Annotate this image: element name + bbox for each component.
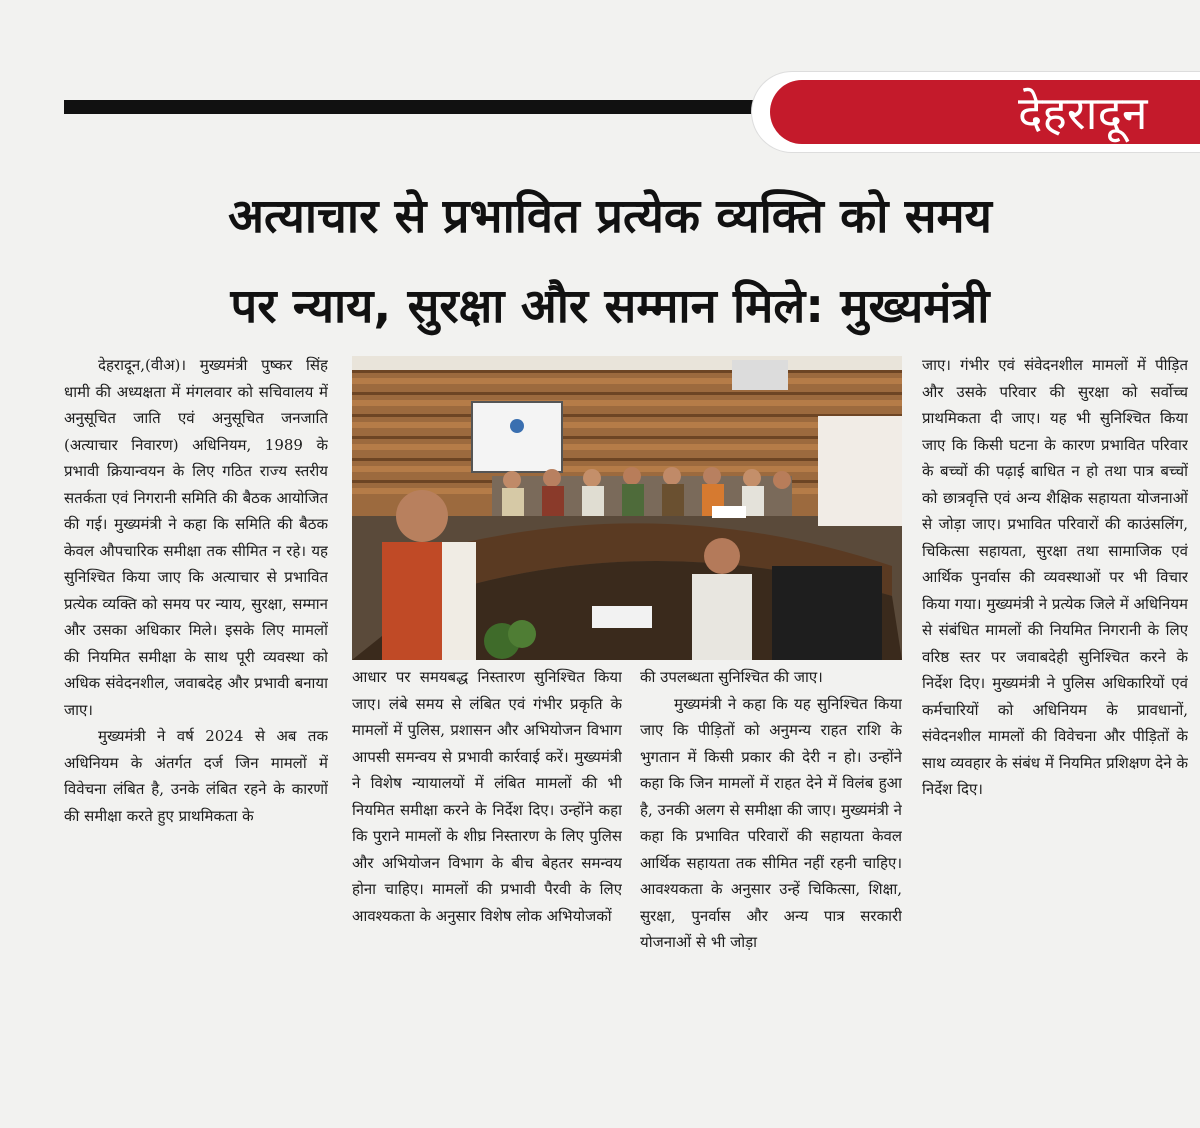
article-paragraph: देहरादून,(वीअ)। मुख्यमंत्री पुष्कर सिंह धामी की अध्यक्षता में मंगलवार को सचिवालय में अनुसूचित जाति एवं अनुसूचित जनजाति (अत्याचार निवारण) अधिनियम, 1989 के प्रभावी क्रियान्वयन के लिए गठित राज्य स्तरीय सतर्कता एवं निगरानी समिति की बैठक आयोजित की गई। मुख्यमंत्री ने कहा कि समिति की बैठक केवल औपचारिक समीक्षा तक सीमित न रहे। यह सुनिश्चित किया जाए कि अत्याचार से प्रभावित प्रत्येक व्यक्ति को समय पर न्याय, सुरक्षा, सम्मान और उसका अधिकार मिले। इसके लिए मामलों की नियमित समीक्षा के साथ पूरी व्यवस्था को अधिक संवेदनशील, जवाबदेह और प्रभावी बनाया जाए। (64, 356, 328, 719)
article-column-4 (922, 352, 1188, 1122)
article-paragraph: मुख्यमंत्री ने कहा कि यह सुनिश्चित किया जाए कि पीड़ितों को अनुमन्य राहत राशि के भुगतान में किसी प्रकार की देरी न हो। उन्होंने कहा कि जिन मामलों में राहत देने में विलंब हुआ है, उनकी अलग से समीक्षा की जाए। मुख्यमंत्री ने कहा कि प्रभावित परिवारों की सहायता केवल आर्थिक सहायता तक सीमित नहीं रहनी चाहिए। आवश्यकता के अनुसार उन्हें चिकित्सा, शिक्षा, सुरक्षा, पुनर्वास और अन्य पात्र सरकारी योजनाओं से भी जोड़ा (640, 694, 902, 951)
meeting-room-image (352, 356, 902, 660)
article-paragraph: मुख्यमंत्री ने वर्ष 2024 से अब तक अधिनियम के अंतर्गत दर्ज जिन मामलों में विवेचना लंबित है, उनके लंबित रहने के कारणों की समीक्षा करते हुए प्राथमिकता के (64, 727, 328, 825)
article-paragraph: आधार पर समयबद्ध निस्तारण सुनिश्चित किया जाए। लंबे समय से लंबित एवं गंभीर प्रकृति के मामलों में पुलिस, प्रशासन और अभियोजन विभाग आपसी समन्वय से प्रभावी कार्रवाई करें। मुख्यमंत्री ने विशेष न्यायालयों में लंबित मामलों की भी नियमित समीक्षा करने के निर्देश दिए। उन्होंने कहा कि पुराने मामलों के शीघ्र निस्तारण के लिए पुलिस और अभियोजन विभाग के बीच बेहतर समन्वय होना चाहिए। मामलों की प्रभावी पैरवी के लिए आवश्यकता के अनुसार विशेष लोक अभियोजकों (352, 668, 622, 925)
meeting-photo (352, 356, 902, 660)
headline-line-1: अत्याचार से प्रभावित प्रत्येक व्यक्ति को समय (228, 189, 992, 244)
article-column-1 (64, 352, 328, 1122)
article-paragraph: की उपलब्धता सुनिश्चित की जाए। (640, 668, 823, 686)
headline-line-2: पर न्याय, सुरक्षा और सम्मान मिले: मुख्यमंत्री (230, 279, 990, 334)
section-city-label: देहरादून (1018, 86, 1148, 140)
article-column-3 (640, 664, 902, 1124)
article-column-2 (352, 664, 622, 1124)
headline (40, 172, 1180, 352)
article-paragraph: जाए। गंभीर एवं संवेदनशील मामलों में पीड़ित और उसके परिवार की सुरक्षा को सर्वोच्च प्राथमिकता दी जाए। यह भी सुनिश्चित किया जाए कि किसी घटना के कारण प्रभावित परिवार के बच्चों की पढ़ाई बाधित न हो तथा पात्र बच्चों को छात्रवृत्ति एवं अन्य शैक्षिक सहायता योजनाओं से जोड़ा जाए। प्रभावित परिवारों की काउंसलिंग, चिकित्सा सहायता, सुरक्षा तथा सामाजिक एवं आर्थिक पुनर्वास की व्यवस्थाओं पर भी विचार किया गया। मुख्यमंत्री ने प्रत्येक जिले में अधिनियम से संबंधित मामलों की नियमित निगरानी के लिए वरिष्ठ स्तर पर जवाबदेही सुनिश्चित करने के निर्देश दिए। मुख्यमंत्री ने पुलिस अधिकारियों एवं कर्मचारियों को अधिनियम के प्रावधानों, संवेदनशील मामलों की विवेचना और पीड़ितों के साथ व्यवहार के संबंध में नियमित प्रशिक्षण देने के निर्देश दिए। (922, 356, 1188, 798)
header-rule (64, 100, 764, 114)
